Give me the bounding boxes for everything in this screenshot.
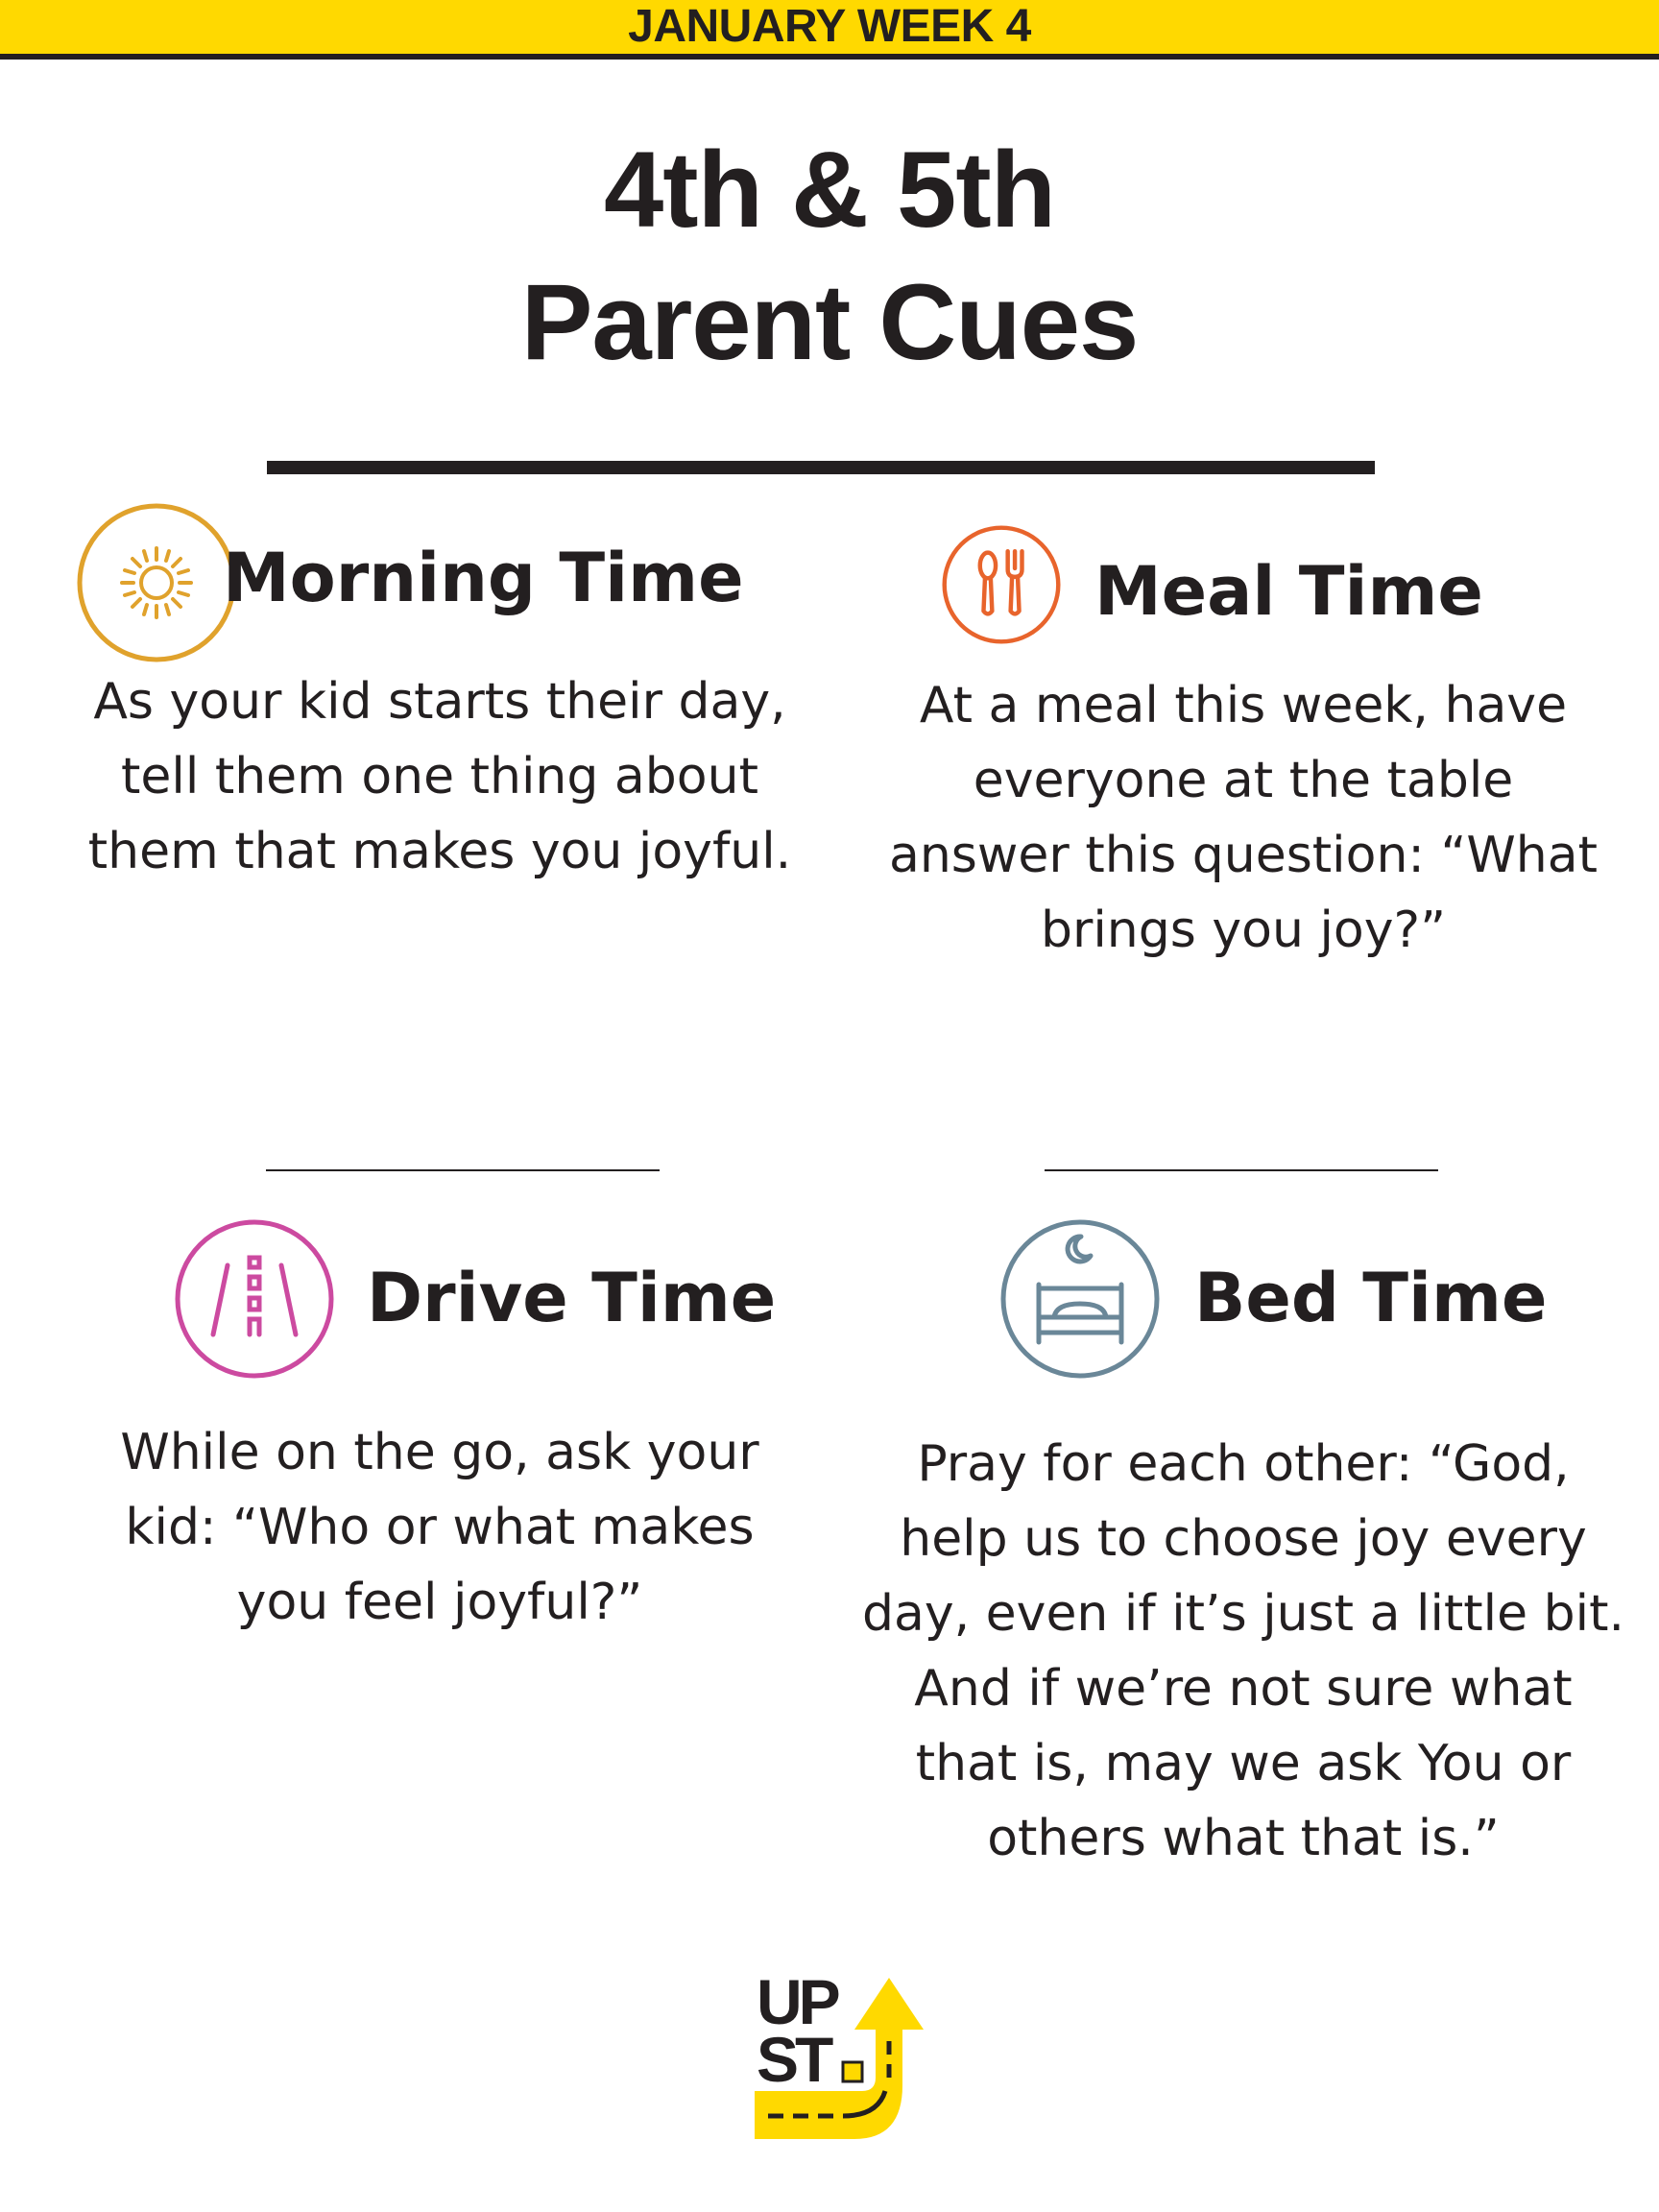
upstreet-logo	[755, 1970, 937, 2143]
banner-label: JANUARY WEEK 4	[628, 1, 1031, 52]
meal-text-line: answer this question: “What	[888, 827, 1599, 884]
meal-heading: Meal Time	[1094, 552, 1483, 631]
section-divider-right	[1045, 1169, 1438, 1171]
svg-text:ST: ST	[757, 2024, 830, 2095]
morning-text	[56, 664, 824, 889]
title-divider	[267, 461, 1375, 474]
bed-text-line: And if we’re not sure what	[914, 1660, 1573, 1718]
utensils-icon	[941, 524, 1062, 645]
bed-text-line: that is, may we ask You or	[915, 1735, 1572, 1792]
meal-text	[854, 668, 1632, 968]
drive-text-line: kid: “Who or what makes	[125, 1499, 755, 1556]
meal-text-line: brings you joy?”	[1040, 902, 1447, 959]
top-banner	[0, 0, 1659, 60]
morning-text-line: them that makes you joyful.	[87, 823, 792, 880]
page-title-line-1: 4th & 5th	[603, 130, 1056, 250]
bed-text-line: help us to choose joy every	[900, 1510, 1587, 1568]
drive-text	[56, 1415, 824, 1640]
bed-text-line: Pray for each other: “God,	[917, 1435, 1570, 1493]
drive-heading: Drive Time	[367, 1259, 777, 1337]
meal-text-line: At a meal this week, have	[919, 677, 1568, 734]
morning-heading: Morning Time	[223, 539, 744, 617]
sun-icon	[75, 501, 238, 664]
svg-text:UP: UP	[757, 1970, 837, 2037]
meal-text-line: everyone at the table	[973, 752, 1514, 809]
bed-text	[854, 1427, 1632, 1876]
bed-text-line: others what that is.”	[987, 1810, 1500, 1867]
page-title-line-2: Parent Cues	[520, 262, 1139, 382]
bed-text-line: day, even if it’s just a little bit.	[861, 1585, 1625, 1643]
drive-text-line: you feel joyful?”	[236, 1574, 643, 1631]
bed-moon-icon	[998, 1217, 1162, 1381]
morning-text-line: As your kid starts their day,	[93, 673, 786, 731]
section-divider-left	[266, 1169, 660, 1171]
road-icon	[173, 1217, 336, 1381]
drive-text-line: While on the go, ask your	[120, 1424, 759, 1481]
morning-text-line: tell them one thing about	[121, 748, 758, 805]
bed-heading: Bed Time	[1194, 1259, 1548, 1337]
